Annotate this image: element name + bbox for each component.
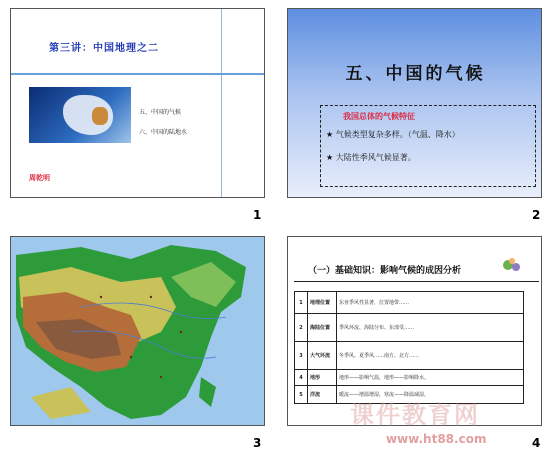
slide-4-rule bbox=[294, 281, 539, 282]
slide-1-divider bbox=[221, 9, 222, 198]
slide-3-number: 3 bbox=[253, 436, 262, 450]
table-row bbox=[295, 292, 524, 314]
star-icon: ★ bbox=[326, 130, 334, 139]
slide-2-number: 2 bbox=[532, 208, 541, 222]
row-number: 1 bbox=[295, 292, 308, 314]
slide-1-number: 1 bbox=[253, 208, 262, 222]
slide-2-thumbnail[interactable] bbox=[287, 8, 542, 198]
watermark-text: 课件教育网 bbox=[350, 401, 480, 429]
row-number: 5 bbox=[295, 386, 308, 404]
factors-table bbox=[294, 291, 524, 404]
slide-2-subtitle: 我国总体的气候特征 bbox=[343, 112, 415, 121]
row-content: 东亚季风性显著，位置地带…… bbox=[337, 292, 524, 314]
row-factor: 地形 bbox=[308, 370, 337, 386]
china-map-image bbox=[29, 87, 131, 143]
slide-1-line-1: 五、中国的气候 bbox=[139, 109, 182, 116]
slide-1-author: 周乾明 bbox=[29, 174, 50, 182]
row-factor: 洋流 bbox=[308, 386, 337, 404]
table-row bbox=[295, 342, 524, 370]
row-number: 2 bbox=[295, 314, 308, 342]
slide-2-bullet-2: ★ 大陆性季风气候显著。 bbox=[326, 153, 416, 162]
row-number: 4 bbox=[295, 370, 308, 386]
row-factor: 海陆位置 bbox=[308, 314, 337, 342]
row-factor: 大气环流 bbox=[308, 342, 337, 370]
row-content: 地形——影响气温，地形——影响降水。 bbox=[337, 370, 524, 386]
row-content: 冬季风、夏季风……南方、北方…… bbox=[337, 342, 524, 370]
row-content: 季风环流、海陆分布、东部受…… bbox=[337, 314, 524, 342]
slide-1-thumbnail[interactable] bbox=[10, 8, 265, 198]
slide-3-thumbnail[interactable] bbox=[10, 236, 265, 426]
slide-1-rule bbox=[11, 73, 265, 75]
table-row bbox=[295, 370, 524, 386]
row-content: 暖流——增温增湿，寒流——降温减湿。 bbox=[337, 386, 524, 404]
slide-1-line-2: 六、中国的陆地水 bbox=[139, 129, 188, 136]
table-row bbox=[295, 314, 524, 342]
slide-2-title: 五、中国的气候 bbox=[345, 64, 486, 84]
slide-2-bullet-1: ★ 气候类型复杂多样。（气温、降水） bbox=[326, 130, 460, 139]
watermark-url: www.ht88.com bbox=[386, 432, 487, 446]
china-terrain-map bbox=[11, 237, 265, 426]
row-factor: 地理位置 bbox=[308, 292, 337, 314]
row-number: 3 bbox=[295, 342, 308, 370]
star-icon: ★ bbox=[326, 153, 334, 162]
slide-4-number: 4 bbox=[532, 436, 541, 450]
slide-4-header: （一）基础知识：影响气候的成因分析 bbox=[308, 266, 462, 276]
slide-1-title: 第三讲：中国地理之二 bbox=[49, 43, 159, 54]
decor-icon bbox=[500, 255, 524, 275]
